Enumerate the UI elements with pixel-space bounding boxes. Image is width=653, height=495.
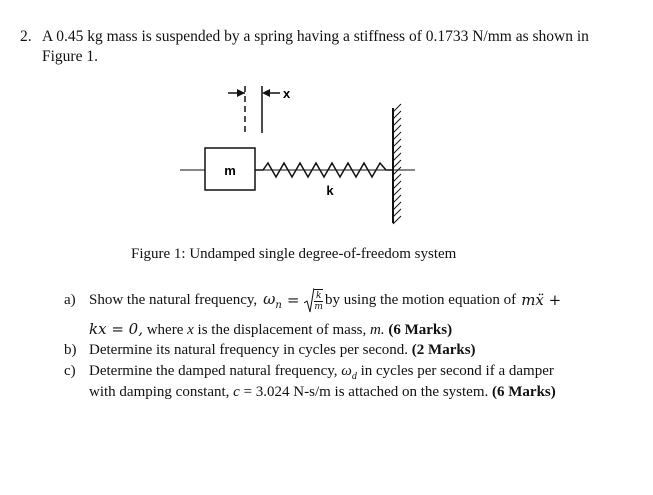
equals-sign: = <box>286 291 300 309</box>
part-a-text3: where <box>146 322 184 338</box>
mass-label: m <box>224 163 236 178</box>
omega-d <box>341 363 357 382</box>
part-c-line1 <box>89 363 554 382</box>
part-b-label: b) <box>64 342 77 358</box>
motion-equation-start: mẍ + <box>521 291 562 309</box>
radical-sign <box>304 287 314 313</box>
part-a-marks: (6 Marks) <box>388 322 453 338</box>
spring-label: k <box>326 183 334 198</box>
part-c-text2a: with damping constant, <box>89 384 230 400</box>
part-c-marks: (6 Marks) <box>492 384 556 400</box>
part-c-text1a: Determine the damped natural frequency, <box>89 363 338 379</box>
omega-d-subscript: d <box>351 371 357 382</box>
part-c-text2b: = 3.024 N-s/m is attached on the system. <box>243 384 489 400</box>
question-text-line2: Figure 1. <box>42 48 98 65</box>
question-number: 2. <box>20 28 32 45</box>
x-arrow-right-head <box>262 89 270 97</box>
part-c-text1b: in cycles per second if a damper <box>360 363 554 379</box>
x-variable: x <box>187 322 194 338</box>
fraction-numerator: k <box>315 290 322 301</box>
part-a-line1 <box>89 287 561 313</box>
part-c-line2 <box>89 384 556 401</box>
omega-symbol: ω <box>263 289 276 308</box>
displacement-label: x <box>283 86 291 101</box>
omega-n <box>263 290 282 311</box>
m-variable: m. <box>370 322 385 338</box>
sqrt-expression <box>304 289 323 312</box>
part-b-text: Determine its natural frequency in cycles per second. <box>89 342 409 358</box>
figure-caption: Figure 1: Undamped single degree-of-freedom system <box>131 246 457 262</box>
part-a-line2 <box>89 320 452 339</box>
part-a-text1: Show the natural frequency, <box>89 291 258 308</box>
omega-subscript: n <box>275 299 282 311</box>
c-variable: c <box>233 384 240 400</box>
omega-d-symbol: ω <box>341 363 352 379</box>
spring-mass-figure <box>175 78 430 228</box>
question-text-line1: A 0.45 kg mass is suspended by a spring having a stiffness of 0.1733 N/mm as shown in <box>42 28 589 45</box>
x-arrow-left-head <box>237 89 245 97</box>
part-b-line <box>89 342 476 359</box>
part-a-label: a) <box>64 292 76 308</box>
part-b-marks: (2 Marks) <box>411 342 476 358</box>
part-a-text2: by using the motion equation of <box>324 291 517 308</box>
part-c-label: c) <box>64 363 76 379</box>
fraction-denominator: m <box>314 301 323 312</box>
k-over-m-fraction <box>314 291 323 312</box>
wall-hatching <box>393 104 401 224</box>
part-a-text4: is the displacement of mass, <box>197 322 367 338</box>
motion-equation-cont: kx = 0, <box>89 320 143 338</box>
